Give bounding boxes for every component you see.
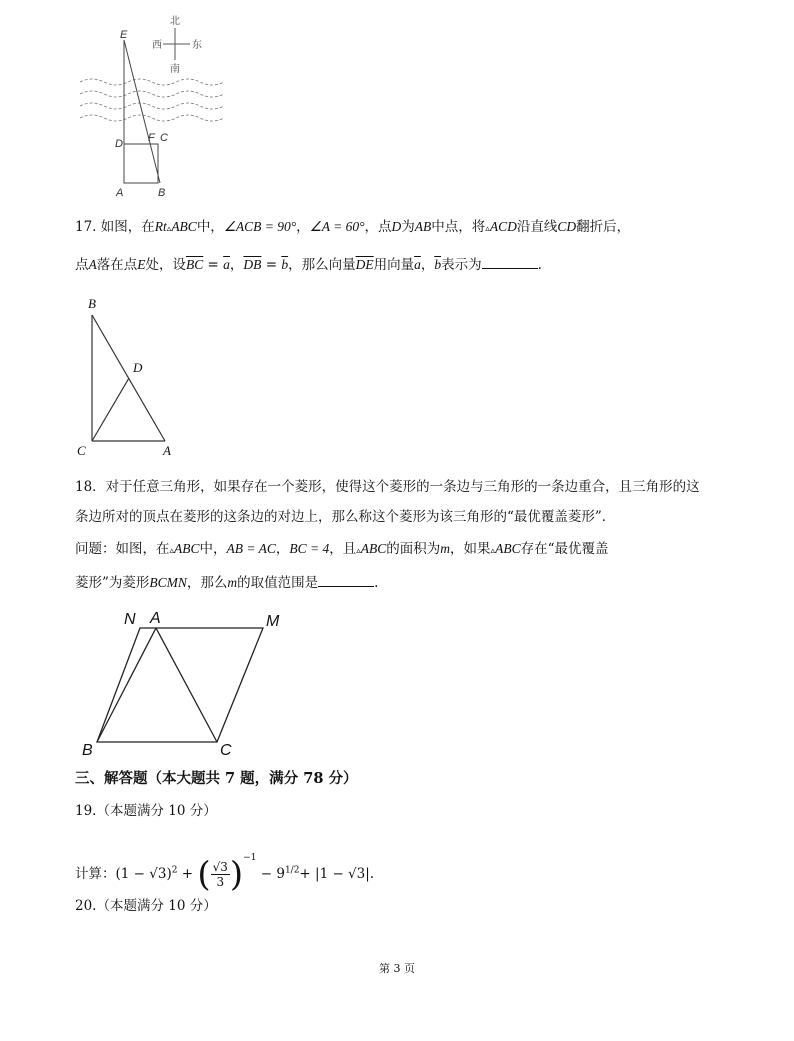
q17-text: 点 — [75, 257, 89, 273]
fig16-label-B: B — [158, 187, 166, 199]
left-paren: ( — [197, 854, 211, 895]
q18-period: . — [374, 575, 379, 591]
q17-text: 用向量 — [373, 257, 415, 273]
vector-bc: $\overline{BC}$ — [186, 257, 204, 272]
q19-period: . — [369, 866, 375, 882]
q17-line-1 — [75, 216, 630, 240]
q19-exponent-half: 1/2 — [284, 865, 300, 876]
compass-north: 北 — [170, 16, 180, 27]
triangle-symbol: ▵ — [490, 546, 496, 556]
fig17-label-C: C — [77, 443, 86, 458]
vector-a: $\overline{a}$ — [223, 257, 230, 272]
q17-text: 落在点 — [96, 257, 138, 273]
figure-17-diagram — [75, 295, 195, 465]
q17-text: 中点，将 — [431, 219, 486, 235]
q17-text: ，那么向量 — [288, 257, 356, 273]
q18-bc-eq-4: BC = 4 — [289, 541, 330, 556]
q17-point-e: E — [137, 257, 146, 272]
q17-point-a: A — [88, 257, 97, 272]
equals-sign: = — [261, 257, 282, 273]
q19-exponent-2: 2 — [171, 865, 178, 876]
q18-text: ，如果 — [450, 541, 491, 557]
fig16-label-A: A — [116, 187, 124, 199]
fig18-label-A: A — [150, 610, 161, 627]
q18-text: 存在“最优覆盖 — [520, 541, 609, 557]
q18-line-4 — [75, 572, 378, 594]
q18-m: m — [227, 575, 238, 590]
q18-text: 的取值范围是 — [237, 575, 319, 591]
fig18-label-B: B — [82, 742, 93, 759]
river-wave-1 — [80, 79, 224, 85]
q17-text: 如图，在 — [100, 219, 155, 235]
q17-text: 处，设 — [145, 257, 186, 273]
q18-abc: ABC — [360, 541, 387, 556]
q17-rt: Rt — [154, 219, 167, 234]
fig17-label-A: A — [163, 443, 171, 458]
q17-angle-a: ∠A = 60° — [309, 219, 365, 234]
figure-16-diagram — [70, 10, 230, 200]
q18-line-2: 条边所对的顶点在菱形的这条边的对边上，那么称这个菱形为该三角形的“最优覆盖菱形”． — [75, 509, 616, 525]
q18-bcmn: BCMN — [149, 575, 187, 590]
q18-answer-blank[interactable] — [318, 572, 374, 587]
q17-line-cd: CD — [557, 219, 577, 234]
compass-west: 西 — [152, 40, 162, 51]
river-wave-2 — [80, 91, 224, 97]
fig18-label-N: N — [124, 611, 136, 628]
q18-comma: ， — [275, 541, 290, 557]
q17-point-d: D — [391, 219, 402, 234]
q17-text: 翻折后， — [576, 219, 631, 235]
q19-calc-label: 计算： — [75, 866, 116, 882]
q17-comma: ， — [229, 257, 244, 273]
q18-ab-eq-ac: AB = AC — [226, 541, 276, 556]
q18-text: 菱形”为菱形 — [75, 575, 150, 591]
q19-exponent-neg1: −1 — [243, 853, 257, 863]
q19-expression — [75, 838, 375, 895]
q18-m: m — [440, 541, 451, 556]
vector-de: $\overline{DE}$ — [355, 257, 374, 272]
q17-angle-acb: ∠ACB = 90° — [223, 219, 297, 234]
q17-answer-blank[interactable] — [482, 254, 538, 269]
vector-b: $\overline{b}$ — [434, 257, 442, 272]
q17-acd: ACD — [489, 219, 517, 234]
q18-abc: ABC — [174, 541, 200, 556]
q18-text: 中， — [199, 541, 227, 557]
q20-header: 20.（本题满分 10 分） — [75, 898, 217, 914]
triangle-symbol: ▵ — [485, 224, 490, 234]
vector-a: $\overline{a}$ — [414, 257, 421, 272]
q17-segment-ab: AB — [414, 219, 432, 234]
q17-abc: ABC — [171, 219, 197, 234]
fig18-label-C: C — [220, 742, 232, 759]
q17-number: 17. — [75, 219, 97, 235]
q17-text: 为 — [401, 219, 415, 235]
vector-db: $\overline{DB}$ — [243, 257, 262, 272]
fig16-label-D: D — [115, 138, 123, 150]
plus-sign: + — [177, 866, 198, 882]
river-wave-3 — [80, 103, 224, 109]
q18-text: 问题：如图，在 — [75, 541, 170, 557]
q19-fraction — [211, 860, 230, 889]
fig16-label-C: C — [160, 132, 168, 144]
q18-abc: ABC — [495, 541, 521, 556]
q17-period: . — [537, 257, 542, 273]
q19-abs-term: + |1 − √3| — [299, 866, 370, 882]
fig16-label-E: E — [120, 29, 128, 41]
q19-minus-9: − 9 — [256, 866, 285, 882]
fig18-label-M: M — [266, 613, 280, 630]
q18-text: ，那么 — [186, 575, 228, 591]
q17-comma: ， — [296, 219, 310, 235]
fig16-label-F: F — [148, 132, 155, 144]
compass-south: 南 — [170, 64, 180, 75]
triangle-symbol: ▵ — [169, 546, 175, 556]
q18-line-3 — [75, 538, 608, 562]
q17-line-2 — [75, 254, 542, 276]
river-wave-4 — [80, 115, 224, 121]
fraction-numerator: √3 — [212, 860, 228, 874]
q19-header: 19.（本题满分 10 分） — [75, 803, 217, 819]
q19-term-1: (1 − √3) — [115, 866, 172, 882]
right-paren: ) — [229, 854, 244, 895]
section-3-title: 三、解答题（本大题共 7 题，满分 78 分） — [75, 770, 358, 787]
equals-sign: = — [203, 257, 224, 273]
fraction-denominator: 3 — [216, 875, 225, 889]
figure-18-diagram — [80, 605, 300, 760]
q17-text: 表示为 — [441, 257, 482, 273]
vector-b: $\overline{b}$ — [281, 257, 289, 272]
triangle-symbol: ▵ — [166, 224, 172, 234]
q17-text: 沿直线 — [516, 219, 558, 235]
q17-text: ，点 — [364, 219, 392, 235]
q18-text: ，且 — [329, 541, 357, 557]
compass-east: 东 — [192, 40, 202, 51]
q18-text: 的面积为 — [386, 541, 441, 557]
fig17-label-B: B — [88, 296, 96, 311]
page-number: 第 3 页 — [379, 962, 415, 975]
q18-line-1: 18．对于任意三角形，如果存在一个菱形，使得这个菱形的一条边与三角形的一条边重合，且三角形的这 — [75, 479, 700, 495]
fig17-label-D: D — [133, 360, 143, 375]
q17-comma: ， — [420, 257, 435, 273]
q17-text: 中， — [196, 219, 224, 235]
triangle-symbol: ▵ — [356, 546, 361, 556]
